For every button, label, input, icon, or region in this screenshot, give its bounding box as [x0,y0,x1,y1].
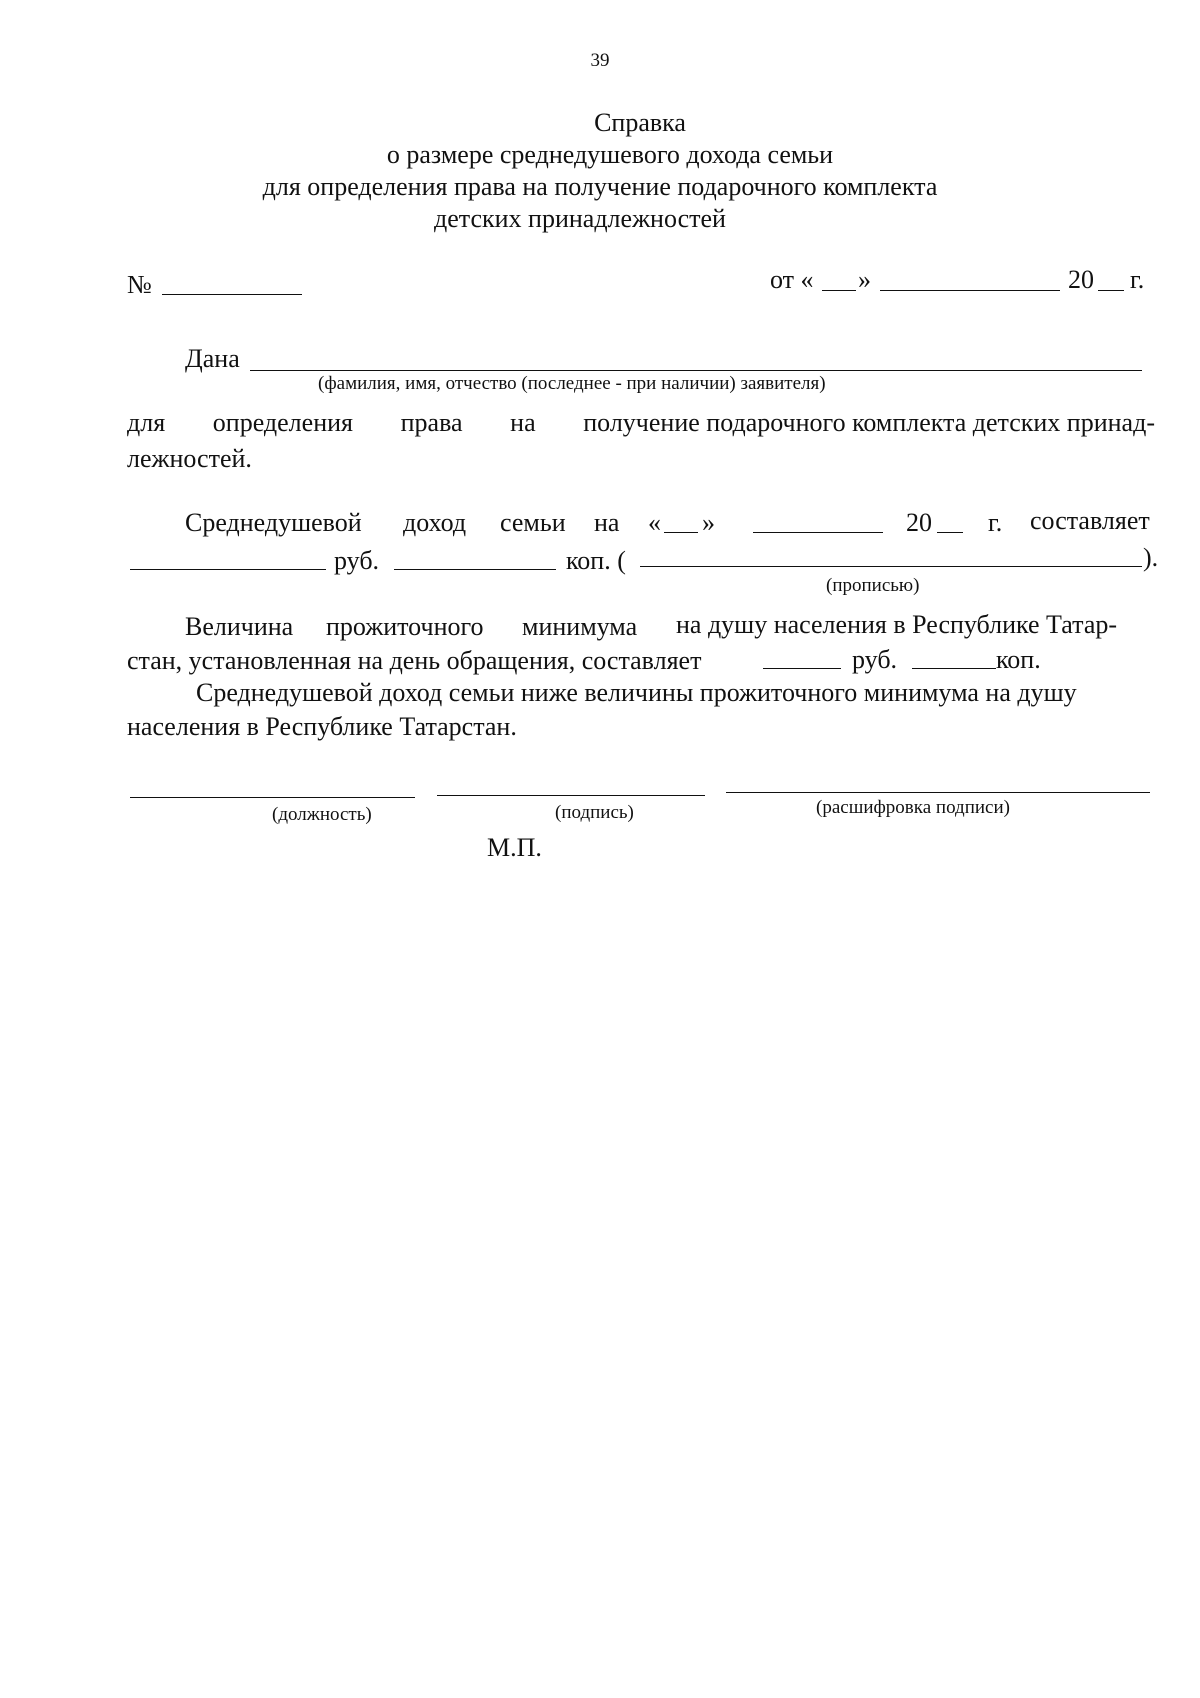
date-day-blank[interactable] [822,290,856,291]
date-year-suffix: г. [1130,265,1145,294]
minimum-kop-blank[interactable] [912,668,996,669]
income-rub-label: руб. [334,546,380,575]
signature-line[interactable] [437,795,705,796]
date-year-prefix: 20 [1068,265,1094,294]
income-year-suffix: г. [988,508,1003,537]
income-in-words-blank[interactable] [640,566,1142,567]
purpose-word: получение подарочного комплекта детских принад- [583,408,1155,437]
minimum-line-2: стан, установленная на день обращения, составляет [127,646,702,675]
income-word: доход [403,508,467,537]
conclusion-line-1: Среднедушевой доход семьи ниже величины прожиточного минимума на душу [196,678,1077,707]
income-year-prefix: 20 [906,508,932,537]
income-kop-blank[interactable] [394,569,556,570]
minimum-word: прожиточного [326,612,484,641]
income-day-blank[interactable] [664,532,698,533]
doc-title: Справка [594,108,686,137]
purpose-word: определения [212,408,353,437]
income-rub-blank[interactable] [130,569,326,570]
page-number: 39 [590,50,610,71]
purpose-word: на [510,408,536,437]
minimum-word: минимума [522,612,638,641]
date-year-blank[interactable] [1098,290,1124,291]
signature-decode-caption: (расшифровка подписи) [816,797,1010,818]
date-from-label: от « [770,265,814,294]
purpose-word: для [127,408,166,437]
income-kop-label: коп. ( [566,546,626,575]
income-close-paren: ). [1143,543,1159,572]
number-blank[interactable] [162,294,302,295]
in-words-caption: (прописью) [826,575,920,596]
purpose-line-2: лежностей. [127,444,252,473]
minimum-kop-label: коп. [996,645,1041,674]
minimum-word: Величина [185,612,294,641]
income-word: на [594,508,620,537]
income-word: семьи [500,508,566,537]
conclusion-line-2: населения в Республике Татарстан. [127,712,517,741]
income-word: составляет [1030,506,1150,535]
minimum-rub-blank[interactable] [763,668,841,669]
doc-subtitle-3: детских принадлежностей [434,204,726,233]
applicant-name-blank[interactable] [250,370,1142,371]
number-label: № [127,270,152,299]
signature-decode-line[interactable] [726,792,1150,793]
doc-subtitle-1: о размере среднедушевого дохода семьи [386,140,834,169]
stamp-place-label: М.П. [487,833,542,862]
position-caption: (должность) [272,804,372,825]
income-quote-close: » [702,508,715,537]
position-line[interactable] [130,797,415,798]
date-quote-close: » [858,265,871,294]
income-quote-open: « [648,508,661,537]
minimum-rub-label: руб. [852,645,898,674]
minimum-word: на душу населения в Республике Татар- [676,610,1118,639]
income-word: Среднедушевой [185,508,362,537]
income-year-blank[interactable] [937,532,963,533]
date-month-blank[interactable] [880,290,1060,291]
income-month-blank[interactable] [753,532,883,533]
signature-caption: (подпись) [555,802,634,823]
purpose-line [127,408,1155,438]
doc-subtitle-2: для определения права на получение подарочного комплекта [262,172,938,201]
issued-to-label: Дана [185,344,240,373]
applicant-name-caption: (фамилия, имя, отчество (последнее - при наличии) заявителя) [318,373,826,394]
purpose-word: права [400,408,463,437]
